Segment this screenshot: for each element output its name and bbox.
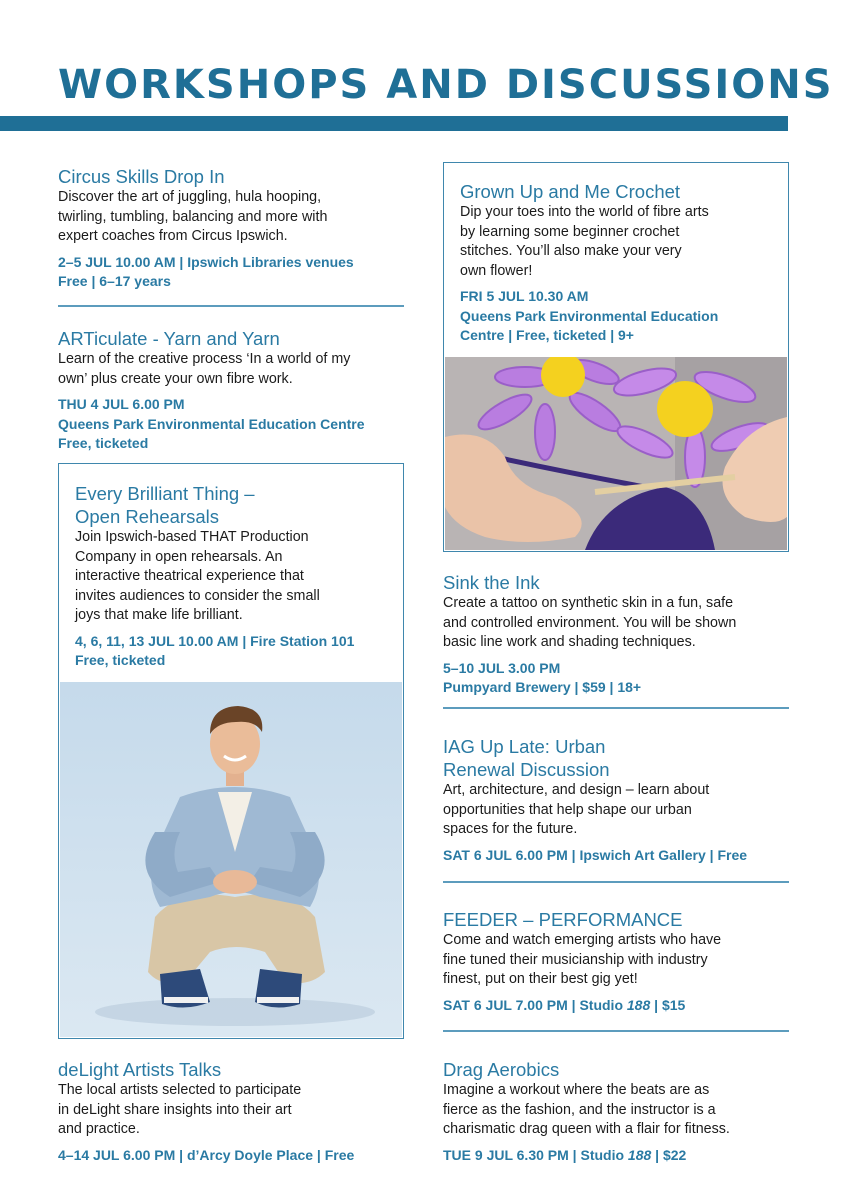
divider bbox=[443, 1030, 789, 1032]
event-details: 4–14 JUL 6.00 PM | d’Arcy Doyle Place | Free bbox=[58, 1146, 355, 1163]
performer-photo bbox=[60, 682, 402, 1037]
event-every-brilliant-thing bbox=[75, 482, 395, 671]
event-drag-aerobics bbox=[443, 1058, 803, 1165]
event-title: FEEDER – PERFORMANCE bbox=[443, 909, 683, 930]
event-description: Learn of the creative process ‘In a world of my own’ plus create your own fibre work. bbox=[58, 351, 351, 387]
event-sink-the-ink bbox=[443, 571, 803, 698]
event-details: 4, 6, 11, 13 JUL 10.00 AM | Fire Station 101 Free, ticketed bbox=[75, 632, 355, 668]
event-title: Circus Skills Drop In bbox=[58, 166, 225, 187]
event-description: Join Ipswich-based THAT Production Company in open rehearsals. An interactive theatrical experience that invites audiences to consider the small joys that make life brilliant. bbox=[75, 529, 320, 623]
event-description: Discover the art of juggling, hula hooping, twirling, tumbling, balancing and more with expert coaches from Circus Ipswich. bbox=[58, 189, 328, 244]
event-description: Create a tattoo on synthetic skin in a fun, safe and controlled environment. You will be shown basic line work and shading techniques. bbox=[443, 595, 737, 650]
event-description: Dip your toes into the world of fibre arts by learning some beginner crochet stitches. You’ll also make your very own flower! bbox=[460, 204, 709, 279]
event-circus-skills bbox=[58, 165, 408, 292]
event-details: 2–5 JUL 10.00 AM | Ipswich Libraries venues Free | 6–17 years bbox=[58, 253, 354, 289]
event-description: Art, architecture, and design – learn about opportunities that help shape our urban spaces for the future. bbox=[443, 782, 710, 837]
event-iag-up-late bbox=[443, 735, 803, 865]
event-feeder-performance bbox=[443, 908, 803, 1015]
event-articulate bbox=[58, 327, 408, 454]
divider bbox=[443, 707, 789, 709]
event-title: Every Brilliant Thing – Open Rehearsals bbox=[75, 483, 255, 527]
event-details: 5–10 JUL 3.00 PM Pumpyard Brewery | $59 | 18+ bbox=[443, 659, 642, 695]
title-rule bbox=[0, 116, 788, 131]
event-description: Come and watch emerging artists who have fine tuned their musicianship with industry finest, put on their best gig yet! bbox=[443, 932, 722, 987]
event-details: SAT 6 JUL 7.00 PM | Studio 188 | $15 bbox=[443, 996, 686, 1013]
event-title: IAG Up Late: Urban Renewal Discussion bbox=[443, 736, 610, 780]
event-details: THU 4 JUL 6.00 PM Queens Park Environmental Education Centre Free, ticketed bbox=[58, 396, 365, 451]
divider bbox=[443, 881, 789, 883]
event-description: The local artists selected to participate in deLight share insights into their art and practice. bbox=[58, 1082, 302, 1137]
crochet-photo bbox=[445, 357, 787, 550]
event-title: deLight Artists Talks bbox=[58, 1059, 222, 1080]
event-title: ARTiculate - Yarn and Yarn bbox=[58, 328, 280, 349]
event-title: Grown Up and Me Crochet bbox=[460, 181, 681, 202]
event-details: TUE 9 JUL 6.30 PM | Studio 188 | $22 bbox=[443, 1146, 687, 1163]
event-details: FRI 5 JUL 10.30 AM Queens Park Environmental Education Centre | Free, ticketed | 9+ bbox=[460, 288, 719, 343]
event-title: Sink the Ink bbox=[443, 572, 540, 593]
page-title: WORKSHOPS AND DISCUSSIONS bbox=[58, 62, 834, 108]
event-description: Imagine a workout where the beats are as fierce as the fashion, and the instructor is a charismatic drag queen with a flair for fitness. bbox=[443, 1082, 730, 1137]
event-grown-up-crochet bbox=[460, 180, 780, 346]
divider bbox=[58, 305, 404, 307]
event-details: SAT 6 JUL 6.00 PM | Ipswich Art Gallery | Free bbox=[443, 846, 748, 863]
event-delight-artists-talks bbox=[58, 1058, 408, 1165]
event-title: Drag Aerobics bbox=[443, 1059, 560, 1080]
